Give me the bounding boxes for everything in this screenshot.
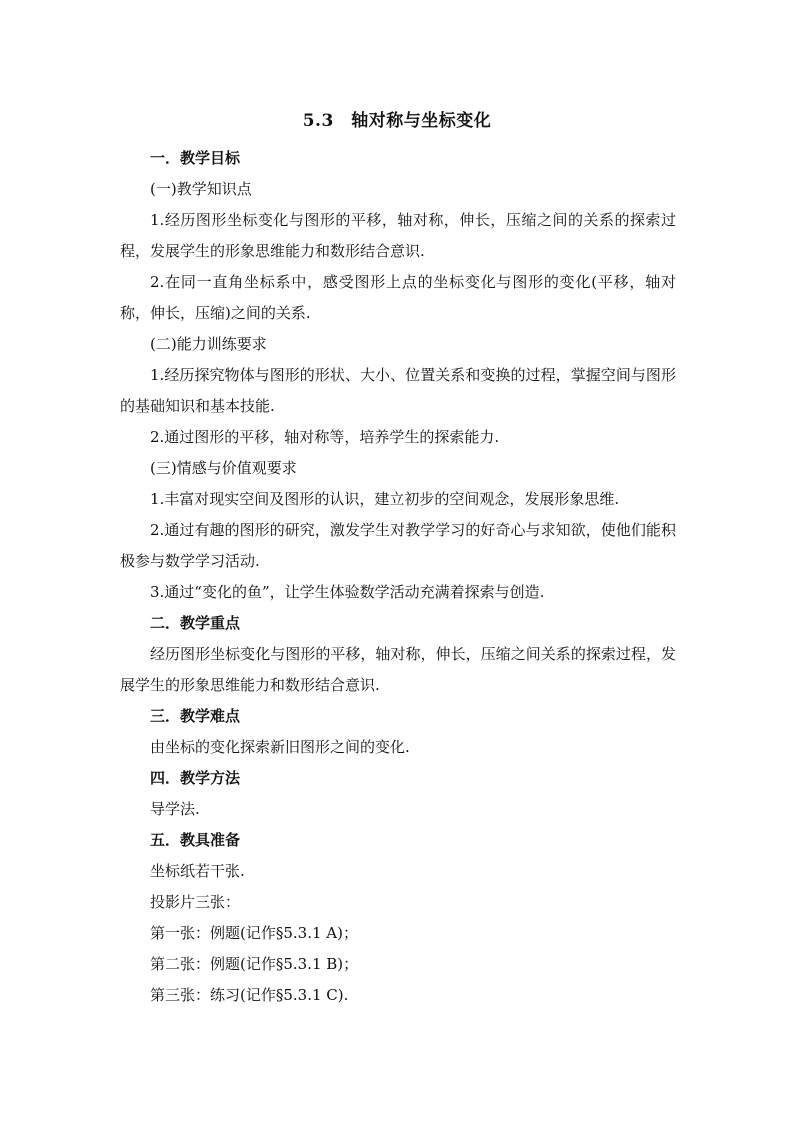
- paragraph: 经历图形坐标变化与图形的平移，轴对称，伸长，压缩之间关系的探索过程，发展学生的形象思维能力和数形结合意识.: [120, 645, 676, 694]
- subheading-knowledge: (一)教学知识点: [150, 180, 252, 198]
- section-heading-materials: 五．教具准备: [150, 831, 241, 849]
- paragraph: 2.在同一直角坐标系中，感受图形上点的坐标变化与图形的变化(平移，轴对称，伸长，压缩)之间的关系.: [120, 273, 676, 322]
- paragraph: 导学法.: [150, 800, 200, 818]
- paragraph: 1.丰富对现实空间及图形的认识，建立初步的空间观念，发展形象思维.: [150, 490, 620, 508]
- paragraph: 坐标纸若干张.: [150, 862, 245, 880]
- section-heading-key-points: 二．教学重点: [150, 614, 241, 632]
- paragraph: 1.经历探究物体与图形的形状、大小、位置关系和变换的过程，掌握空间与图形的基础知识和基本技能.: [120, 366, 676, 415]
- page-title: 5.3 轴对称与坐标变化: [302, 111, 492, 131]
- paragraph: 由坐标的变化探索新旧图形之间的变化.: [150, 738, 410, 756]
- paragraph: 第二张：例题(记作§5.3.1 B)；: [150, 955, 359, 973]
- section-heading-difficulties: 三．教学难点: [150, 707, 241, 725]
- paragraph: 第一张：例题(记作§5.3.1 A)；: [150, 924, 358, 942]
- subheading-ability: (二)能力训练要求: [150, 335, 267, 353]
- paragraph: 第三张：练习(记作§5.3.1 C).: [150, 986, 349, 1004]
- paragraph: 1.经历图形坐标变化与图形的平移，轴对称，伸长，压缩之间的关系的探索过程，发展学生的形象思维能力和数形结合意识.: [120, 211, 676, 260]
- section-heading-methods: 四．教学方法: [150, 769, 241, 787]
- paragraph: 投影片三张：: [150, 893, 241, 911]
- paragraph: 2.通过有趣的图形的研究，激发学生对教学学习的好奇心与求知欲，使他们能积极参与数学学习活动.: [120, 521, 676, 570]
- document-body: [120, 143, 676, 1011]
- paragraph: 3.通过“变化的鱼”，让学生体验数学活动充满着探索与创造.: [150, 583, 545, 601]
- section-heading-objectives: 一．教学目标: [150, 149, 241, 167]
- paragraph: 2.通过图形的平移，轴对称等，培养学生的探索能力.: [150, 428, 500, 446]
- subheading-values: (三)情感与价值观要求: [150, 459, 297, 477]
